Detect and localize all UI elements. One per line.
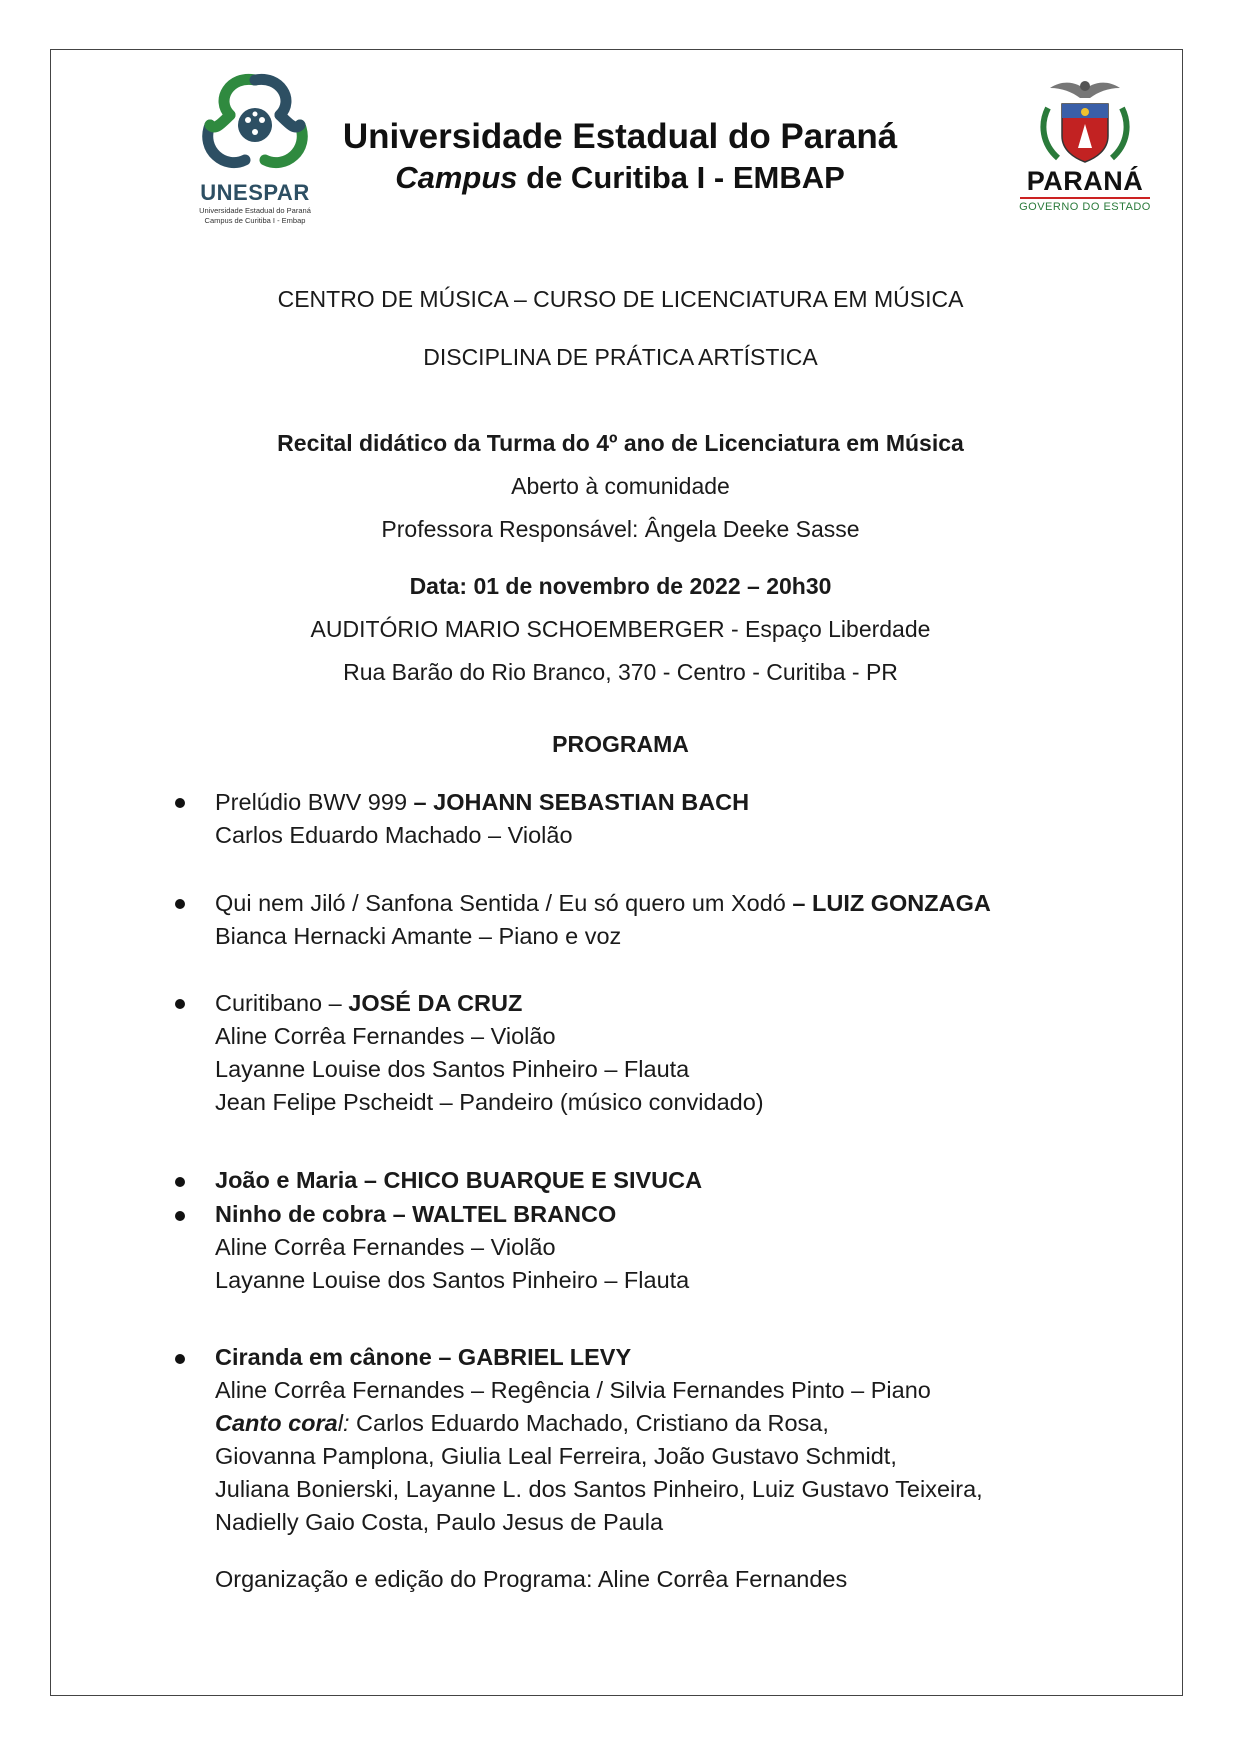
- item5-performer-1: Aline Corrêa Fernandes – Violão: [215, 1234, 556, 1260]
- open-line: Aberto à comunidade: [511, 473, 730, 499]
- bullet-item2: [175, 899, 185, 909]
- item3-title: [215, 990, 522, 1017]
- item3-performer-1: Aline Corrêa Fernandes – Violão: [215, 1023, 556, 1049]
- parana-logo: [1010, 74, 1160, 224]
- unespar-logo-sub2: Campus de Curitiba I - Embap: [204, 216, 306, 225]
- choir-label-bold: Canto cora: [215, 1410, 338, 1436]
- item6-choir-line-1: [215, 1410, 829, 1437]
- credits-line: Organização e edição do Programa: Aline Corrêa Fernandes: [215, 1566, 848, 1592]
- discipline-line: DISCIPLINA DE PRÁTICA ARTÍSTICA: [423, 344, 818, 370]
- unespar-logo-name: UNESPAR: [200, 180, 310, 205]
- unespar-logo: [180, 70, 330, 230]
- program-heading: PROGRAMA: [552, 731, 689, 757]
- item3-work: Curitibano –: [215, 990, 349, 1016]
- campus-rest: de Curitiba I - EMBAP: [526, 160, 845, 195]
- choir-label-rest: l:: [337, 1410, 350, 1436]
- item4-title: João e Maria – CHICO BUARQUE E SIVUCA: [215, 1167, 703, 1193]
- item6-choir-line-3: Juliana Bonierski, Layanne L. dos Santos Pinheiro, Luiz Gustavo Teixeira,: [215, 1476, 983, 1502]
- professor-line: Professora Responsável: Ângela Deeke Sasse: [381, 516, 860, 542]
- university-title: Universidade Estadual do Paraná: [342, 117, 898, 156]
- bullet-item6: [175, 1354, 185, 1364]
- parana-coat-of-arms-icon: [1010, 74, 1160, 166]
- bullet-item3: [175, 999, 185, 1009]
- choir-members-1: Carlos Eduardo Machado, Cristiano da Rosa,: [349, 1410, 829, 1436]
- address-line: Rua Barão do Rio Branco, 370 - Centro - Curitiba - PR: [343, 659, 898, 685]
- campus-italic: Campus: [395, 160, 518, 195]
- bullet-item4: [175, 1177, 185, 1187]
- item3-composer: JOSÉ DA CRUZ: [348, 990, 523, 1016]
- item3-performer-3: Jean Felipe Pscheidt – Pandeiro (músico convidado): [215, 1089, 764, 1115]
- parana-logo-sub: GOVERNO DO ESTADO: [1019, 201, 1151, 213]
- campus-subtitle: [330, 160, 910, 196]
- item6-choir-line-4: Nadielly Gaio Costa, Paulo Jesus de Paula: [215, 1509, 664, 1535]
- item3-performer-2: Layanne Louise dos Santos Pinheiro – Flauta: [215, 1056, 690, 1082]
- item2-performer: Bianca Hernacki Amante – Piano e voz: [215, 923, 622, 949]
- item5-performer-2: Layanne Louise dos Santos Pinheiro – Flauta: [215, 1267, 690, 1293]
- item2-title: [215, 890, 991, 917]
- item5-title: Ninho de cobra – WALTEL BRANCO: [215, 1201, 617, 1227]
- item1-composer: – JOHANN SEBASTIAN BACH: [413, 789, 750, 815]
- item6-title: Ciranda em cânone – GABRIEL LEVY: [215, 1344, 632, 1370]
- parana-logo-divider: [1020, 197, 1150, 199]
- unespar-logo-sub1: Universidade Estadual do Paraná: [199, 206, 311, 215]
- item1-work: Prelúdio BWV 999: [215, 789, 414, 815]
- item1-title: [215, 789, 749, 816]
- bullet-item5: [175, 1211, 185, 1221]
- unespar-emblem-icon: [195, 70, 315, 178]
- item6-performer: Aline Corrêa Fernandes – Regência / Silvia Fernandes Pinto – Piano: [215, 1377, 931, 1403]
- parana-logo-name: PARANÁ: [1026, 166, 1144, 196]
- recital-title: Recital didático da Turma do 4º ano de Licenciatura em Música: [277, 430, 964, 456]
- venue-line: AUDITÓRIO MARIO SCHOEMBERGER - Espaço Liberdade: [310, 616, 931, 642]
- item1-performer: Carlos Eduardo Machado – Violão: [215, 822, 573, 848]
- date-line: Data: 01 de novembro de 2022 – 20h30: [409, 573, 832, 599]
- item2-work: Qui nem Jiló / Sanfona Sentida / Eu só quero um Xodó: [215, 890, 793, 916]
- bullet-item1: [175, 798, 185, 808]
- center-line: CENTRO DE MÚSICA – CURSO DE LICENCIATURA EM MÚSICA: [277, 286, 964, 312]
- item2-composer: – LUIZ GONZAGA: [792, 890, 991, 916]
- item6-choir-line-2: Giovanna Pamplona, Giulia Leal Ferreira, João Gustavo Schmidt,: [215, 1443, 897, 1469]
